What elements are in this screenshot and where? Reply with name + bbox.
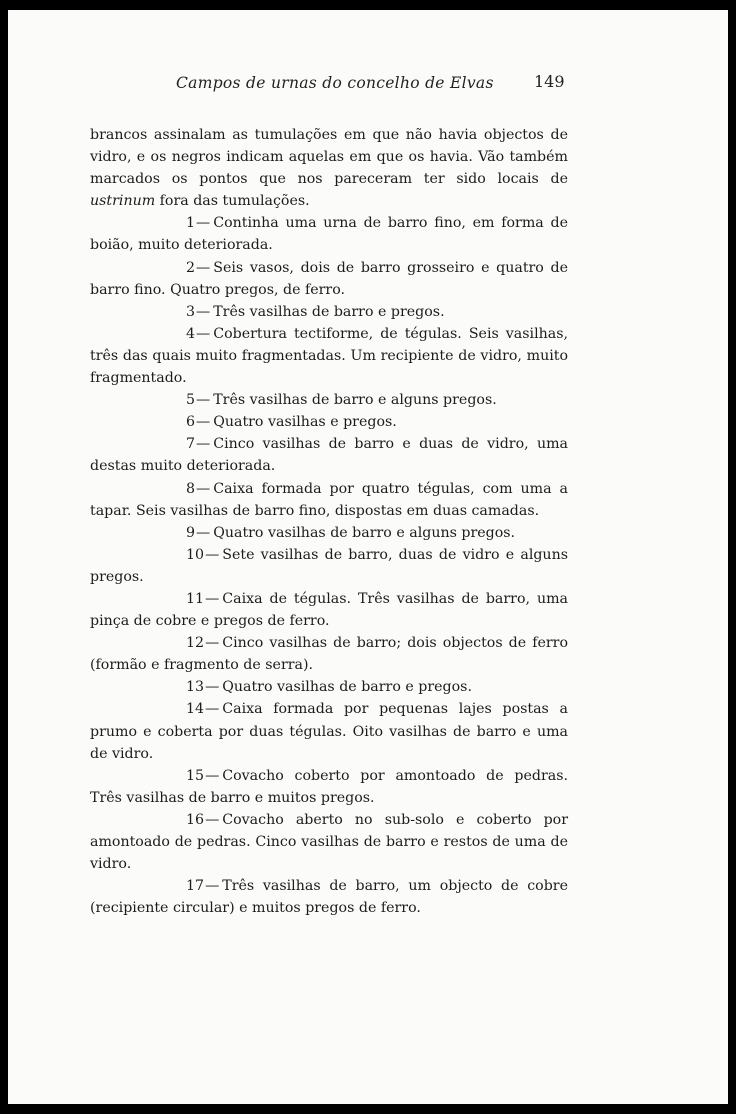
entry-text: Caixa formada por quatro tégulas, com uma a tapar. Seis vasilhas de barro fino, dispostas em duas camadas. — [90, 480, 568, 519]
entry-number: 14 — [186, 701, 205, 718]
entry-dash: — — [196, 436, 211, 453]
entry-text: Covacho aberto no sub-solo e coberto por amontoado de pedras. Cinco vasilhas de barro e restos de uma de vidro. — [90, 811, 568, 873]
entry-number: 12 — [186, 635, 205, 652]
entry-text: Caixa de tégulas. Três vasilhas de barro, uma pinça de cobre e pregos de ferro. — [90, 590, 568, 630]
entry-number: 13 — [186, 679, 205, 696]
entry-paragraph — [90, 433, 568, 477]
entry-text: Cinco vasilhas de barro e duas de vidro, uma destas muito deteriorada. — [90, 436, 568, 475]
entry-dash: — — [196, 524, 211, 541]
entry-text: Quatro vasilhas e pregos. — [213, 414, 397, 431]
entry-number: 3 — [186, 303, 196, 320]
entry-paragraph — [90, 389, 568, 411]
entry-paragraph — [90, 588, 568, 632]
entry-text: Quatro vasilhas de barro e pregos. — [222, 679, 472, 696]
entry-text: Cobertura tectiforme, de tégulas. Seis vasilhas, três das quais muito fragmentadas. Um recipiente de vidro, muito fragmentado. — [90, 325, 568, 387]
entry-dash: — — [196, 392, 211, 409]
entry-paragraph — [90, 765, 568, 809]
entry-text: Quatro vasilhas de barro e alguns pregos. — [213, 524, 516, 541]
entry-text: Sete vasilhas de barro, duas de vidro e alguns pregos. — [90, 546, 568, 585]
entry-dash: — — [196, 303, 211, 320]
entry-dash: — — [205, 546, 220, 563]
entry-number: 6 — [186, 414, 196, 431]
intro-paragraph — [90, 124, 568, 212]
entry-paragraph — [90, 676, 568, 698]
intro-text-before: brancos assinalam as tumulações em que não havia objectos de vidro, e os negros indicam aquelas em que os havia. Vão também marcados os pontos que nos pareceram ter sido locais de — [90, 127, 568, 188]
entry-dash: — — [205, 679, 220, 696]
entry-number: 11 — [186, 590, 205, 607]
page-header — [8, 74, 728, 98]
entry-text: Continha uma urna de barro fino, em forma de boião, muito deteriorada. — [90, 215, 568, 254]
entry-number: 8 — [186, 480, 196, 497]
entry-paragraph — [90, 212, 568, 256]
entry-number: 2 — [186, 259, 196, 276]
running-title: Campos de urnas do concelho de Elvas — [176, 74, 494, 92]
entry-paragraph — [90, 809, 568, 875]
entry-dash: — — [205, 811, 220, 828]
entry-number: 9 — [186, 524, 196, 541]
entry-dash: — — [205, 878, 220, 895]
entry-list — [90, 212, 568, 919]
entry-number: 4 — [186, 325, 196, 342]
entry-text: Seis vasos, dois de barro grosseiro e quatro de barro fino. Quatro pregos, de ferro. — [90, 259, 568, 298]
entry-dash: — — [205, 767, 220, 784]
entry-paragraph — [90, 411, 568, 433]
page-number: 149 — [534, 72, 565, 91]
entry-dash: — — [196, 414, 211, 431]
entry-number: 10 — [186, 546, 205, 563]
entry-number: 15 — [186, 767, 205, 784]
entry-text: Três vasilhas de barro, um objecto de cobre (recipiente circular) e muitos pregos de ferro. — [90, 878, 568, 917]
entry-text: Cinco vasilhas de barro; dois objectos de ferro (formão e fragmento de serra). — [90, 635, 568, 674]
entry-dash: — — [196, 480, 211, 497]
entry-dash: — — [205, 590, 220, 607]
entry-dash: — — [205, 635, 220, 652]
entry-number: 17 — [186, 878, 205, 895]
entry-number: 5 — [186, 392, 196, 409]
body-text — [90, 124, 568, 919]
entry-paragraph — [90, 522, 568, 544]
entry-text: Caixa formada por pequenas lajes postas a prumo e coberta por duas tégulas. Oito vasilhas de barro e uma de vidro. — [90, 701, 568, 762]
entry-paragraph — [90, 478, 568, 522]
entry-number: 16 — [186, 811, 205, 828]
intro-text-after: fora das tumulações. — [155, 193, 310, 210]
entry-number: 7 — [186, 436, 196, 453]
entry-paragraph — [90, 544, 568, 588]
entry-text: Covacho coberto por amontoado de pedras. Três vasilhas de barro e muitos pregos. — [90, 767, 568, 806]
scanned-page — [8, 10, 728, 1104]
entry-paragraph — [90, 257, 568, 301]
entry-paragraph — [90, 698, 568, 764]
entry-paragraph — [90, 301, 568, 323]
entry-dash: — — [196, 215, 211, 232]
italic-term: ustrinum — [90, 193, 156, 210]
entry-dash: — — [196, 259, 211, 276]
entry-paragraph — [90, 323, 568, 389]
entry-paragraph — [90, 875, 568, 919]
entry-text: Três vasilhas de barro e pregos. — [213, 303, 445, 320]
entry-text: Três vasilhas de barro e alguns pregos. — [213, 392, 497, 409]
entry-number: 1 — [186, 215, 196, 232]
entry-dash: — — [205, 701, 220, 718]
entry-dash: — — [196, 325, 211, 342]
entry-paragraph — [90, 632, 568, 676]
